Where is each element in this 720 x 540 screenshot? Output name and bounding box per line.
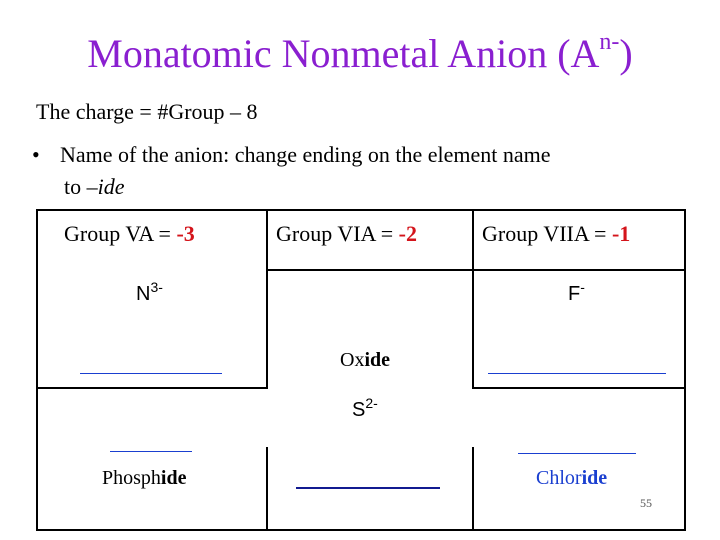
bullet-item-continued: to –ide (64, 174, 125, 199)
blank-sulfide-name[interactable] (296, 487, 440, 489)
slide-title: Monatomic Nonmetal Anion $(A^{n-})$ (87, 29, 633, 76)
header-group-viia: Group VIIA = -1 (482, 221, 631, 246)
column-divider (266, 269, 268, 389)
chloride-name: Chloride (536, 467, 608, 489)
blank-phosphorus-symbol[interactable] (110, 451, 192, 452)
blank-chlorine-symbol[interactable] (518, 453, 636, 454)
blank-fluoride-name[interactable] (488, 373, 666, 374)
column-divider (266, 447, 268, 531)
header-group-via: Group VIA = -2 (276, 221, 417, 246)
column-divider (472, 269, 474, 389)
page-number: 55 (640, 496, 652, 510)
charge-superscript: n- (599, 29, 620, 55)
row-divider (38, 387, 266, 389)
column-divider (472, 447, 474, 531)
header-group-va: Group VA = -3 (64, 221, 195, 246)
bullet-item: • Name of the anion: change ending on the element name (32, 142, 551, 167)
ide-suffix: –ide (86, 174, 125, 199)
column-divider (266, 211, 268, 271)
bullet-icon: • (32, 142, 40, 167)
oxide-name: Oxide (340, 349, 391, 371)
fluorine-ion: F- (568, 279, 585, 305)
phosphide-name: Phosphide (102, 467, 187, 489)
header-divider (266, 269, 686, 271)
charge-rule: The charge = #Group – 8 (36, 99, 258, 124)
row-divider (472, 387, 686, 389)
blank-nitride-name[interactable] (80, 373, 222, 374)
anion-table (36, 209, 686, 531)
column-divider (472, 211, 474, 271)
sulfur-ion: $S^{2-}$ (352, 395, 378, 421)
nitrogen-ion: $N^{3-}$ (136, 279, 163, 305)
